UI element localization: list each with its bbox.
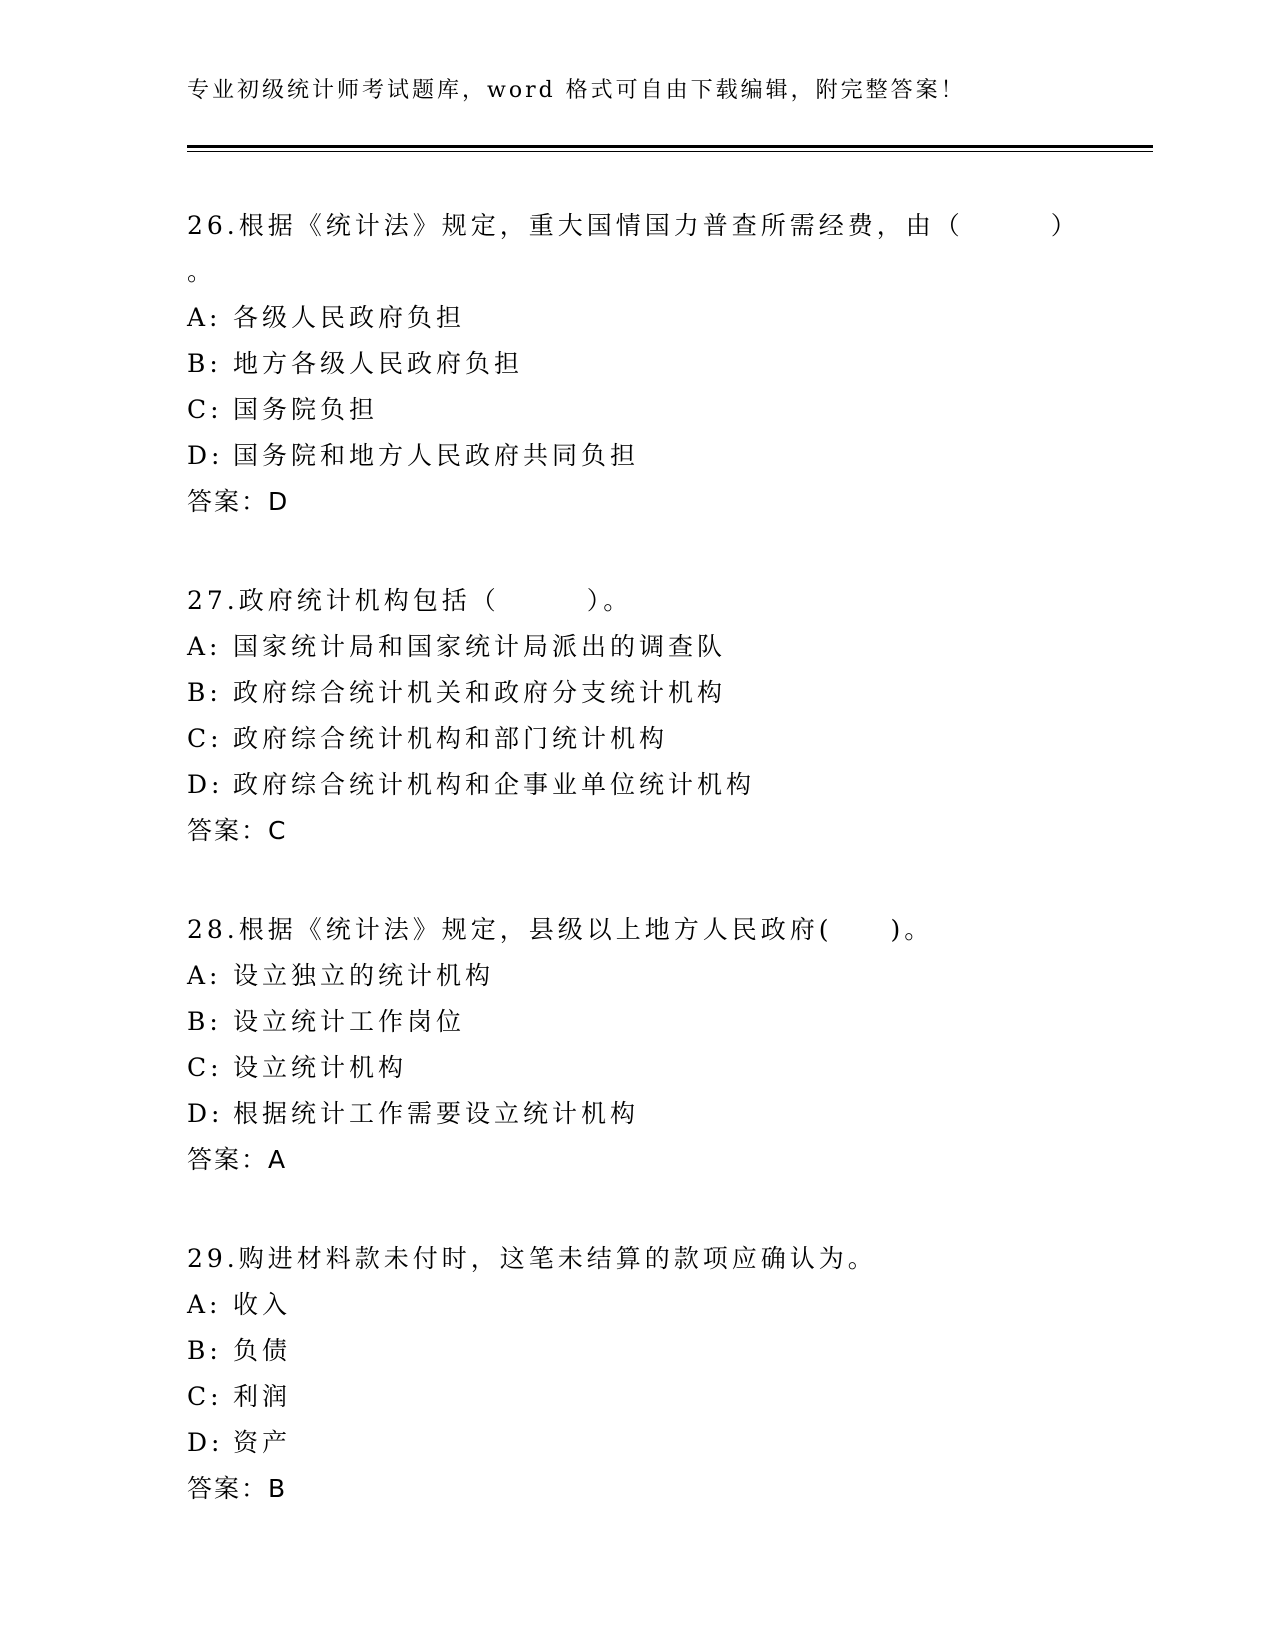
option-text: 政府综合统计机构和企事业单位统计机构 xyxy=(233,770,756,799)
answer-line: 答案：B xyxy=(187,1474,288,1503)
option-text: 国务院和地方人民政府共同负担 xyxy=(233,441,640,470)
answer-line: 答案：C xyxy=(187,816,288,845)
question-stem: 26.根据《统计法》规定，重大国情国力普查所需经费，由（ ） xyxy=(187,211,1080,240)
option-d xyxy=(187,762,1107,808)
option-text: 各级人民政府负担 xyxy=(233,303,466,332)
option-c xyxy=(187,716,1107,762)
option-letter: A: xyxy=(187,632,222,661)
option-b xyxy=(187,670,1107,716)
option-text: 收入 xyxy=(233,1290,292,1319)
header-rule-thin xyxy=(187,151,1153,152)
answer-line: 答案：D xyxy=(187,487,290,516)
question-stem: 29.购进材料款未付时，这笔未结算的款项应确认为。 xyxy=(187,1244,877,1273)
option-a xyxy=(187,1282,1107,1328)
question-stem: 27.政府统计机构包括（ ）。 xyxy=(187,586,633,615)
option-a xyxy=(187,295,1107,341)
option-text: 政府综合统计机关和政府分支统计机构 xyxy=(233,678,727,707)
option-letter: D: xyxy=(187,441,224,470)
option-letter: A: xyxy=(187,961,222,990)
option-text: 地方各级人民政府负担 xyxy=(233,349,524,378)
option-letter: B: xyxy=(187,349,222,378)
option-text: 设立统计机构 xyxy=(233,1053,408,1082)
option-text: 设立独立的统计机构 xyxy=(233,961,495,990)
option-a xyxy=(187,624,1107,670)
option-text: 资产 xyxy=(233,1428,292,1457)
option-letter: C: xyxy=(187,724,223,753)
question-27 xyxy=(187,578,1107,854)
option-text: 利润 xyxy=(233,1382,292,1411)
option-text: 国务院负担 xyxy=(233,395,379,424)
question-29 xyxy=(187,1236,1107,1512)
option-c xyxy=(187,387,1107,433)
option-c xyxy=(187,1374,1107,1420)
question-stem: 28.根据《统计法》规定，县级以上地方人民政府( )。 xyxy=(187,915,934,944)
option-letter: B: xyxy=(187,1336,222,1365)
question-stem-continuation: 。 xyxy=(187,257,217,286)
option-c xyxy=(187,1045,1107,1091)
question-26 xyxy=(187,203,1107,525)
option-letter: A: xyxy=(187,303,222,332)
option-text: 政府综合统计机构和部门统计机构 xyxy=(233,724,669,753)
option-a xyxy=(187,953,1107,999)
option-b xyxy=(187,999,1107,1045)
option-text: 负债 xyxy=(233,1336,292,1365)
option-letter: C: xyxy=(187,1053,223,1082)
option-b xyxy=(187,341,1107,387)
option-text: 设立统计工作岗位 xyxy=(233,1007,466,1036)
option-letter: D: xyxy=(187,770,224,799)
option-letter: D: xyxy=(187,1428,224,1457)
option-letter: C: xyxy=(187,395,223,424)
option-d xyxy=(187,1420,1107,1466)
page-header: 专业初级统计师考试题库，word 格式可自由下载编辑，附完整答案！ xyxy=(187,78,966,103)
answer-line: 答案：A xyxy=(187,1145,288,1174)
option-letter: A: xyxy=(187,1290,222,1319)
question-28 xyxy=(187,907,1107,1183)
option-letter: D: xyxy=(187,1099,224,1128)
option-text: 根据统计工作需要设立统计机构 xyxy=(233,1099,640,1128)
option-letter: B: xyxy=(187,1007,222,1036)
option-letter: C: xyxy=(187,1382,223,1411)
question-list xyxy=(187,203,1107,1565)
option-letter: B: xyxy=(187,678,222,707)
header-rule-thick xyxy=(187,145,1153,148)
option-b xyxy=(187,1328,1107,1374)
option-d xyxy=(187,433,1107,479)
option-text: 国家统计局和国家统计局派出的调查队 xyxy=(233,632,727,661)
option-d xyxy=(187,1091,1107,1137)
